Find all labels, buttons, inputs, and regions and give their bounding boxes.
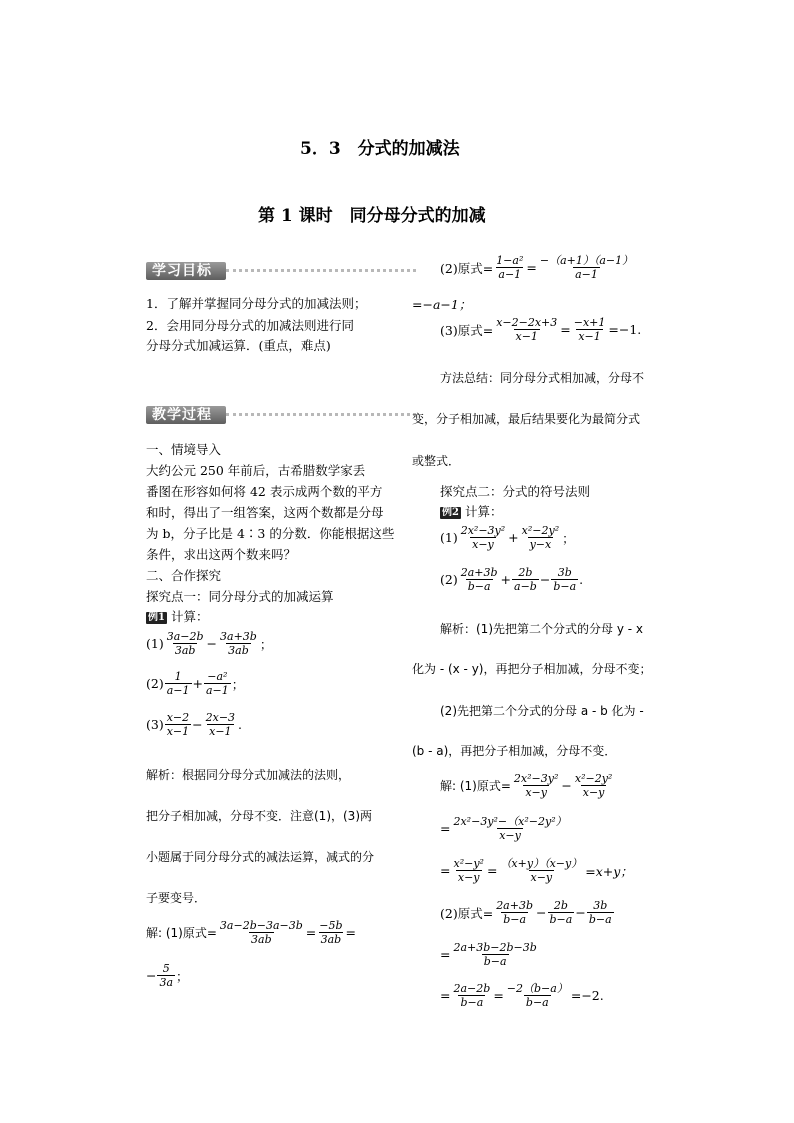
fraction: $\frac{2b}{b-a}$ (549, 899, 573, 926)
example-2-item-2: (2) $\frac{2a+3b}{b-a}$ + $\frac{2b}{a-b}$ − $\frac{3b}{b-a}$ . (440, 566, 584, 593)
solution-2-line: (2)原式= $\frac{\text{1−a²}}{a-1}$ = $\frac{-(a+1)(a-1)}{a-1}$ (440, 254, 634, 281)
intro-line: 和时，得出了一组答案，这两个数都是分母 (146, 505, 384, 520)
example-2-prompt: 计算： (464, 504, 503, 519)
intro-line: 大约公元 250 年前后，古希腊数学家丢 (146, 463, 366, 478)
intro-line: 条件，求出这两个数来吗？ (146, 547, 297, 562)
example-1-label (146, 607, 208, 625)
section-goals-bar (146, 262, 416, 280)
solution-ex2-line-2: = $\frac{\text{2x²−3y²−（x²−2y²）}}{x-y}$ (440, 815, 567, 842)
fraction: $\frac{3b}{b-a}$ (553, 566, 577, 593)
fraction: $\frac{3a+3b}{3ab}$ (220, 630, 257, 657)
fraction: $\frac{\text{x²−2y²}}{x-y}$ (574, 772, 613, 799)
solution-ex2-line-3: = $\frac{\text{x²−y²}}{x-y}$ = $\frac{(x+y)(x-y)}{x-y}$ =x+y； (440, 857, 633, 884)
example-1-prompt: 计算： (170, 609, 209, 624)
example-1-item-1: (1) $\frac{3a-2b}{3ab}$ − $\frac{3a+3b}{3ab}$ ； (146, 630, 273, 657)
fraction: $\frac{2a+3b}{b-a}$ (460, 566, 498, 593)
section-divider (226, 269, 416, 272)
page-title: 5．3 分式的加减法 (300, 139, 460, 159)
fraction: $\frac{x-2-2x+3}{x-1}$ (496, 316, 558, 343)
example-1-item-3: (3) $\frac{x-2}{x-1}$ − $\frac{2x-3}{x-1}$ . (146, 711, 243, 738)
analysis-1-line: 小题属于同分母分式的减法运算，减式的分 (146, 850, 375, 864)
example-2-item-1: (1) $\frac{\text{2x²−3y²}}{x-y}$ + $\frac{\text{x²−2y²}}{y-x}$ ； (440, 524, 575, 551)
goal-3: 分母分式加减运算．(重点，难点) (146, 338, 331, 353)
explore-point-2: 探究点二：分式的符号法则 (440, 484, 591, 499)
fraction: $\frac{2b}{a-b}$ (514, 566, 537, 593)
intro-line: 番图在形容如何将 42 表示成两个数的平方 (146, 484, 383, 499)
method-summary-line: 或整式． (412, 454, 461, 468)
fraction: $\frac{\text{2x²−3y²−（x²−2y²）}}{x-y}$ (453, 815, 567, 842)
fraction: $\frac{(x+y)(x-y)}{x-y}$ (500, 857, 583, 884)
fraction: $\frac{1}{a-1}$ (166, 670, 190, 697)
example-2-label (440, 502, 502, 520)
fraction: $\frac{2a+3b}{b-a}$ (496, 899, 534, 926)
analysis-2-line: 化为 - (x - y)，再把分子相加减，分母不变； (412, 662, 652, 676)
example-2-badge: 例2 (442, 507, 459, 518)
explore-point-1: 探究点一：同分母分式的加减运算 (146, 589, 334, 604)
solution-1-line-1: 解: (1)原式= $\frac{3a-2b-3a-3b}{3ab}$ = $\frac{-5b}{3ab}$ = (146, 919, 356, 946)
fraction: $\frac{3b}{b-a}$ (588, 899, 612, 926)
fraction: $\frac{x-2}{x-1}$ (166, 711, 190, 738)
solution-2-result: =−a−1； (412, 297, 472, 312)
method-summary-line: 方法总结：同分母分式相加减，分母不 (440, 371, 645, 385)
analysis-2-line: (2)先把第二个分式的分母 a - b 化为 - (440, 704, 644, 718)
fraction: $\frac{\text{2x²−3y²}}{x-y}$ (513, 772, 559, 799)
fraction: $\frac{-5b}{3ab}$ (319, 919, 343, 946)
solution-ex2-line-6: = $\frac{2a-2b}{b-a}$ = $\frac{-2(b-a)}{b-a}$ =−2. (440, 982, 604, 1009)
fraction: $\frac{-2(b-a)}{b-a}$ (506, 982, 568, 1009)
example-1-item-2: (2) $\frac{1}{a-1}$ + $\frac{\text{−a²}}{a-1}$ ； (146, 670, 245, 697)
fraction: $\frac{3a-2b-3a-3b}{3ab}$ (219, 919, 303, 946)
fraction: $\frac{\text{x²−2y²}}{y-x}$ (521, 524, 560, 551)
analysis-2-line: (b - a)，再把分子相加减，分母不变． (412, 744, 617, 758)
explore-heading: 二、合作探究 (146, 568, 222, 583)
section-process-tag: 教学过程 (146, 406, 226, 424)
example-1-badge: 例1 (148, 612, 165, 623)
goal-2: 2．会用同分母分式的加减法则进行同 (146, 318, 354, 333)
intro-heading: 一、情境导入 (146, 442, 222, 457)
solution-ex2-line-4: (2)原式= $\frac{2a+3b}{b-a}$ − $\frac{2b}{b-a}$ − $\frac{3b}{b-a}$ (440, 899, 612, 926)
solution-1-line-2: − $\frac{5}{3a}$ ； (146, 962, 189, 989)
fraction: $\frac{2x-3}{x-1}$ (205, 711, 236, 738)
analysis-1-line: 子要变号． (146, 891, 207, 905)
analysis-1-line: 解析：根据同分母分式加减法的法则， (146, 768, 351, 782)
analysis-1-line: 把分子相加减，分母不变．注意(1)，(3)两 (146, 809, 372, 823)
solution-3-line: (3)原式= $\frac{x-2-2x+3}{x-1}$ = $\frac{-x+1}{x-1}$ =−1. (440, 316, 642, 343)
fraction: $\frac{-(a+1)(a-1)}{a-1}$ (539, 254, 634, 281)
solution-ex2-line-5: = $\frac{2a+3b-2b-3b}{b-a}$ (440, 941, 537, 968)
section-goals-tag: 学习目标 (146, 262, 226, 280)
analysis-2-line: 解析：(1)先把第二个分式的分母 y - x (440, 622, 643, 636)
fraction: $\frac{\text{2x²−3y²}}{x-y}$ (460, 524, 506, 551)
fraction: $\frac{\text{−a²}}{a-1}$ (205, 670, 229, 697)
solution-ex2-line-1: 解: (1)原式= $\frac{\text{2x²−3y²}}{x-y}$ − $\frac{\text{x²−2y²}}{x-y}$ (440, 772, 613, 799)
intro-line: 为 b，分子比是 4∶3 的分数．你能根据这些 (146, 526, 395, 541)
fraction: $\frac{\text{1−a²}}{a-1}$ (496, 254, 524, 281)
fraction: $\frac{-x+1}{x-1}$ (573, 316, 606, 343)
section-process-bar (146, 406, 416, 424)
fraction: $\frac{\text{x²−y²}}{x-y}$ (453, 857, 484, 884)
fraction: $\frac{2a-2b}{b-a}$ (453, 982, 491, 1009)
section-divider (226, 413, 416, 416)
fraction: $\frac{2a+3b-2b-3b}{b-a}$ (453, 941, 537, 968)
fraction: $\frac{3a-2b}{3ab}$ (166, 630, 204, 657)
lesson-subtitle: 第 1 课时 同分母分式的加减 (258, 206, 486, 226)
method-summary-line: 变，分子相加减，最后结果要化为最简分式 (412, 412, 641, 426)
goal-1: 1．了解并掌握同分母分式的加减法则； (146, 296, 367, 311)
fraction: $\frac{5}{3a}$ (159, 962, 174, 989)
